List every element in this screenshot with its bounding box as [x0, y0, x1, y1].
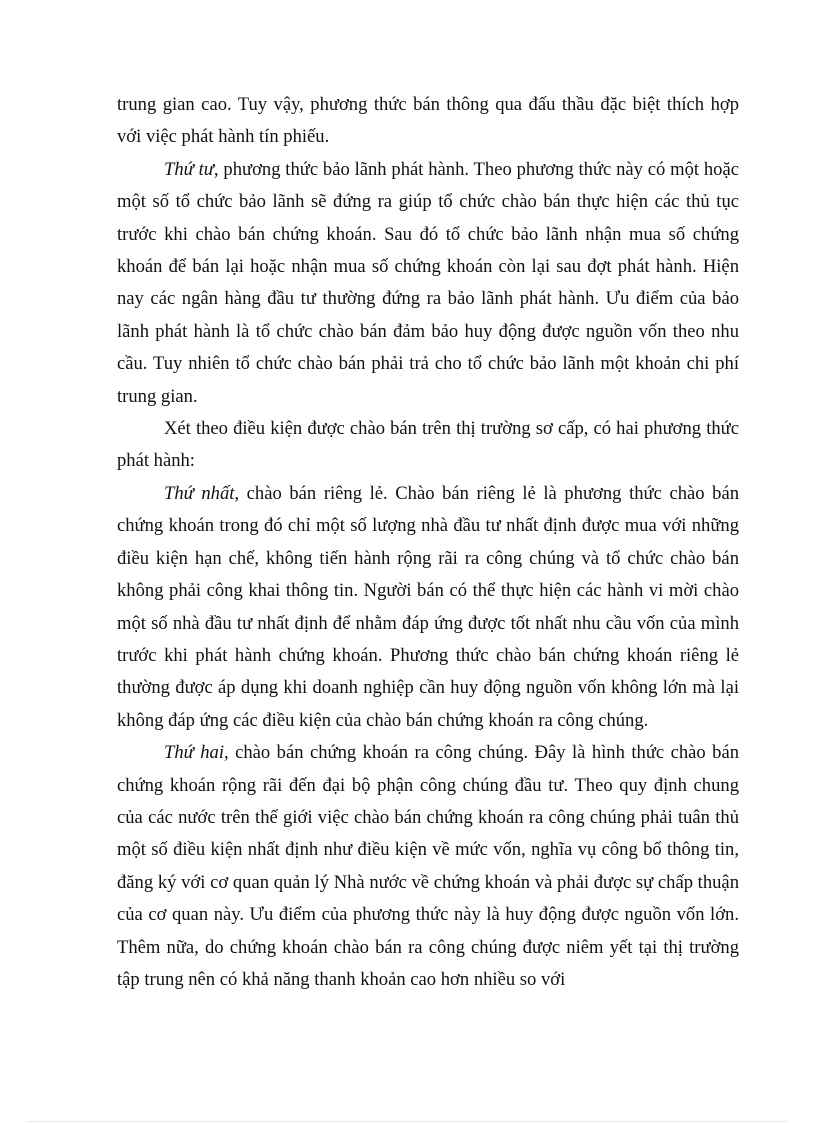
paragraph-text: Xét theo điều kiện được chào bán trên thị trường sơ cấp, có hai phương thức phát hành:: [117, 418, 739, 472]
paragraph: [117, 478, 739, 737]
paragraph-text: , phương thức bảo lãnh phát hành. Theo phương thức này có một hoặc một số tổ chức bảo lãnh sẽ đứng ra giúp tổ chức chào bán thực hiện các thủ tục trước khi chào bán chứng khoán. Sau đó tổ chức bảo lãnh nhận mua số chứng khoán để bán lại hoặc nhận mua số chứng khoán còn lại sau đợt phát hành. Hiện nay các ngân hàng đầu tư thường đứng ra bảo lãnh phát hành. Ưu điểm của bảo lãnh phát hành là tổ chức chào bán đảm bảo huy động được nguồn vốn theo nhu cầu. Tuy nhiên tổ chức chào bán phải trả cho tổ chức bảo lãnh một khoản chi phí trung gian.: [117, 158, 739, 407]
page-bottom-dotted-rule: [28, 1121, 788, 1122]
paragraph-text: , chào bán riêng lẻ. Chào bán riêng lẻ là phương thức chào bán chứng khoán trong đó chỉ một số lượng nhà đầu tư nhất định được mua với những điều kiện hạn chế, không tiến hành rộng rãi ra công chúng và tổ chức chào bán không phải công khai thông tin. Người bán có thể thực hiện các hành vi mời chào một số nhà đầu tư nhất định để nhằm đáp ứng được tốt nhất nhu cầu vốn của mình trước khi phát hành chứng khoán. Phương thức chào bán chứng khoán riêng lẻ thường được áp dụng khi doanh nghiệp cần huy động nguồn vốn không lớn mà lại không đáp ứng các điều kiện của chào bán chứng khoán ra công chúng.: [117, 482, 739, 731]
paragraph: [117, 154, 739, 413]
paragraph-text: trung gian cao. Tuy vậy, phương thức bán thông qua đấu thầu đặc biệt thích hợp với việc phát hành tín phiếu.: [117, 94, 739, 148]
paragraph: [117, 89, 739, 154]
body-text: [117, 89, 739, 996]
paragraph: [117, 413, 739, 478]
paragraph: [117, 737, 739, 996]
paragraph-text: , chào bán chứng khoán ra công chúng. Đây là hình thức chào bán chứng khoán rộng rãi đến đại bộ phận công chúng đầu tư. Theo quy định chung của các nước trên thế giới việc chào bán chứng khoán ra công chúng phải tuân thủ một số điều kiện nhất định như điều kiện về mức vốn, nghĩa vụ công bố thông tin, đăng ký với cơ quan quản lý Nhà nước về chứng khoán và phải được sự chấp thuận của cơ quan này. Ưu điểm của phương thức này là huy động được nguồn vốn lớn. Thêm nữa, do chứng khoán chào bán ra công chúng được niêm yết tại thị trường tập trung nên có khả năng thanh khoản cao hơn nhiều so với: [117, 742, 740, 990]
paragraph-lead-italic: Thứ tư: [164, 158, 214, 180]
paragraph-lead-italic: Thứ hai: [164, 742, 224, 764]
paragraph-lead-italic: Thứ nhất: [164, 482, 235, 504]
